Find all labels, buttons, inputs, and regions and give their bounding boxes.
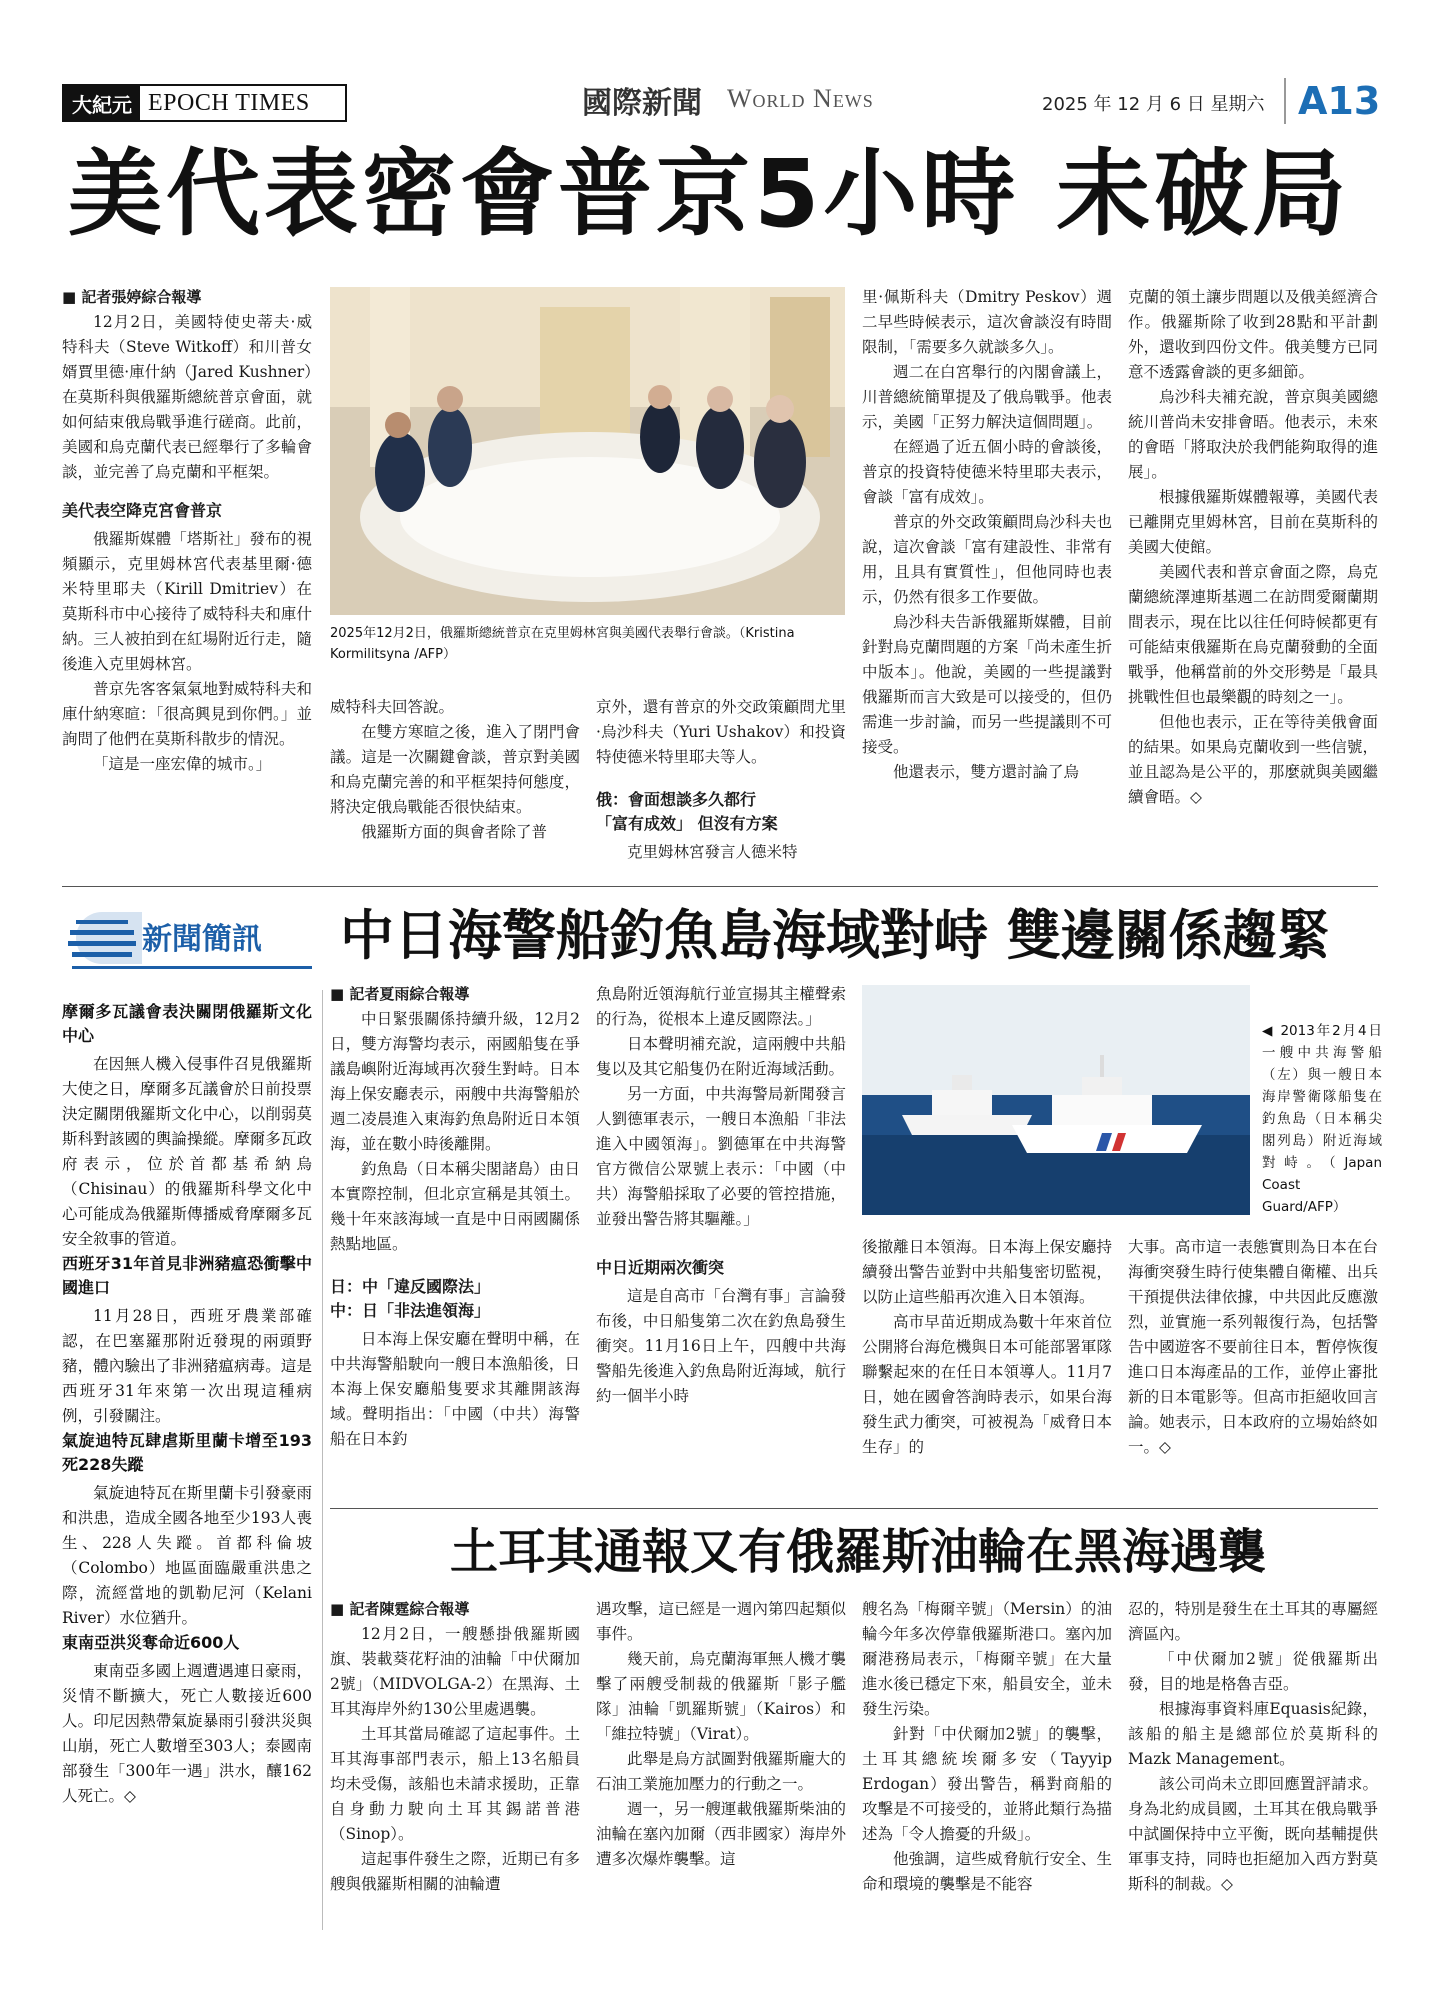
issue-date: 2025 年 12 月 6 日 星期六 — [1042, 94, 1265, 115]
paragraph: 針對「中伏爾加2號」的襲擊，土耳其總統埃爾多安（Tayyip Erdogan）發出警告，稱對商船的攻擊是不可接受的，並將此類行為描述為「令人擔憂的升級」。 — [862, 1725, 1112, 1843]
story3-column-2 — [596, 1597, 846, 1872]
brief-body: 11月28日，西班牙農業部確認，在巴塞羅那附近發現的兩頭野豬，體內驗出了非洲豬瘟病毒。這是西班牙31年來第一次出現這種病例，引發關注。 — [62, 1307, 312, 1425]
column-rule — [322, 990, 323, 1930]
story3-headline: 土耳其通報又有俄羅斯油輪在黑海遇襲 — [449, 1524, 1266, 1580]
paragraph: 根據海事資料庫Equasis紀錄，該船的船主是總部位於莫斯科的Mazk Management。 — [1128, 1700, 1378, 1768]
brief-item — [62, 1000, 312, 1252]
paragraph: 此舉是烏方試圖對俄羅斯龐大的石油工業施加壓力的行動之一。 — [596, 1750, 846, 1793]
paragraph: 日本海上保安廳在聲明中稱，在中共海警船駛向一艘日本漁船後，日本海上保安廳船隻要求其離開該海域。聲明指出：「中國（中共）海警船在日本釣 — [330, 1330, 580, 1448]
paragraph: 幾天前，烏克蘭海軍無人機才襲擊了兩艘受制裁的俄羅斯「影子艦隊」油輪「凱羅斯號」（Kairos）和「維拉特號」（Virat）。 — [596, 1650, 846, 1743]
story1-column-5 — [1128, 285, 1378, 810]
masthead — [62, 78, 1381, 128]
story2-column-1 — [330, 982, 580, 1452]
paragraph: 艘名為「梅爾辛號」（Mersin）的油輪今年多次停靠俄羅斯港口。塞內加爾港務局表示，「梅爾辛號」在大量進水後已穩定下來，船員安全，並未發生污染。 — [862, 1600, 1112, 1718]
story3-column-4 — [1128, 1597, 1378, 1897]
paragraph: 烏沙科夫告訴俄羅斯媒體，目前針對烏克蘭問題的方案「尚未產生折中版本」。他說，美國的一些提議對俄羅斯而言大致是可以接受的，但仍需進一步討論，而另一些提議則不可接受。 — [862, 613, 1112, 756]
paragraph: 後撤離日本領海。日本海上保安廳持續發出警告並對中共船隻密切監視，以防止這些船再次進入日本領海。 — [862, 1238, 1112, 1306]
news-brief-rule — [72, 966, 312, 969]
subheading: 俄：會面想談多久都行 — [596, 790, 757, 809]
story2-column-4 — [1128, 1235, 1378, 1460]
photo-kremlin-meeting-illustration — [330, 287, 845, 615]
paragraph: 普京先客客氣氣地對威特科夫和庫什納寒暄：「很高興見到你們。」並詢問了他們在莫斯科散步的情況。 — [62, 680, 312, 748]
section-divider — [330, 1508, 1378, 1509]
brief-body: 在因無人機入侵事件召見俄羅斯大使之日，摩爾多瓦議會於日前投票決定關閉俄羅斯文化中心，以削弱莫斯科對該國的輿論操縱。摩爾多瓦政府表示，位於首都基希納烏（Chisinau）的俄羅斯科學文化中心可能成為俄羅斯傳播威脅摩爾多瓦安全敘事的管道。 — [62, 1055, 312, 1248]
epoch-times-logo — [62, 84, 347, 122]
photo-caption: ◀ 2013年2月4日一艘中共海警船（左）與一艘日本海岸警衛隊船隻在釣魚島（日本稱尖閣列島）附近海域對峙。（Japan Coast Guard/AFP） — [1262, 1023, 1382, 1215]
story1-column-2 — [330, 695, 580, 845]
paragraph: 威特科夫回答說。 — [330, 698, 455, 716]
section-name-en: World News — [727, 84, 874, 113]
paragraph: 美國代表和普京會面之際，烏克蘭總統澤連斯基週二在訪問愛爾蘭期間表示，現在比以往任何時候都更有可能結束俄羅斯在烏克蘭發動的全面戰爭，他稱當前的外交形勢是「最具挑戰性但也最樂觀的時刻之一」。 — [1128, 563, 1378, 706]
paragraph: 克蘭的領土讓步問題以及俄美經濟合作。俄羅斯除了收到28點和平計劃外，還收到四份文件。俄美雙方已同意不透露會談的更多細節。 — [1128, 288, 1378, 381]
brief-item — [62, 1429, 312, 1631]
story2-column-3 — [862, 1235, 1112, 1460]
brief-headline: 摩爾多瓦議會表決關閉俄羅斯文化中心 — [62, 1002, 312, 1045]
brief-headline: 氣旋迪特瓦肆虐斯里蘭卡增至193死228失蹤 — [62, 1431, 312, 1474]
paragraph: 週二在白宮舉行的內閣會議上，川普總統簡單提及了俄烏戰爭。他表示，美國「正努力解決這個問題」。 — [862, 363, 1112, 431]
story1-column-3 — [596, 695, 846, 865]
brief-body: 東南亞多國上週遭遇連日豪雨，災情不斷擴大，死亡人數接近600人。印尼因熱帶氣旋暴雨引發洪災與山崩，死亡人數增至303人；泰國南部發生「300年一遇」洪水，釀162人死亡。◇ — [62, 1662, 312, 1805]
page-number: A13 — [1284, 78, 1380, 124]
paragraph: 京外，還有普京的外交政策顧問尤里·烏沙科夫（Yuri Ushakov）和投資特使德米特里耶夫等人。 — [596, 698, 846, 766]
section-divider — [62, 886, 1378, 887]
paragraph: 大事。高市這一表態實則為日本在台海衝突發生時行使集體自衛權、出兵干預提供法律依據，中共因此反應激烈，並實施一系列報復行為，包括警告中國遊客不要前往日本，暫停恢復進口日本海產品的工作，並停止審批新的日本電影等。但高市拒絕收回言論。她表示，日本政府的立場始終如一。◇ — [1128, 1238, 1378, 1456]
paragraph: 里·佩斯科夫（Dmitry Peskov）週二早些時候表示，這次會談沒有時間限制，「需要多久就談多久」。 — [862, 288, 1112, 356]
subheading: 中：日「非法進領海」 — [330, 1301, 491, 1320]
paragraph: 土耳其當局確認了這起事件。土耳其海事部門表示，船上13名船員均未受傷，該船也未請求援助，正靠自身動力駛向土耳其錫諾普港（Sinop）。 — [330, 1725, 580, 1843]
paragraph: 普京的外交政策顧問烏沙科夫也說，這次會談「富有建設性、非常有用，且具有實質性」，但他同時也表示，仍然有很多工作要做。 — [862, 513, 1112, 606]
paragraph: 但他也表示，正在等待美俄會面的結果。如果烏克蘭收到一些信號，並且認為是公平的，那麼就與美國繼續會晤。◇ — [1128, 713, 1378, 806]
logo-en: EPOCH TIMES — [148, 89, 310, 116]
subheading: 美代表空降克宮會普京 — [62, 501, 223, 520]
paragraph: 烏沙科夫補充說，普京與美國總統川普尚未安排會晤。他表示，未來的會晤「將取決於我們能夠取得的進展」。 — [1128, 388, 1378, 481]
photo-caption: 2025年12月2日，俄羅斯總統普京在克里姆林宮與美國代表舉行會談。（Kristina Kormilitsyna /AFP） — [330, 626, 795, 662]
section-name: 國際新聞 — [582, 86, 702, 121]
paragraph: 12月2日，美國特使史蒂夫·威特科夫（Steve Witkoff）和川普女婿賈里德·庫什納（Jared Kushner）在莫斯科與俄羅斯總統普京會面，就如何結束俄烏戰爭進行磋商。此前，美國和烏克蘭代表已經舉行了多輪會談，並完善了烏克蘭和平框架。 — [62, 313, 312, 481]
news-brief-icon — [62, 908, 142, 966]
paragraph: 根據俄羅斯媒體報導，美國代表已離開克里姆林宮，目前在莫斯科的美國大使館。 — [1128, 488, 1378, 556]
paragraph: 他還表示，雙方還討論了烏 — [893, 763, 1080, 781]
paragraph: 俄羅斯方面的與會者除了普 — [361, 823, 548, 841]
photo-kremlin-meeting — [330, 287, 845, 615]
paragraph: 他強調，這些威脅航行安全、生命和環境的襲擊是不能容 — [862, 1850, 1112, 1893]
paragraph: 「中伏爾加2號」從俄羅斯出發，目的地是格魯吉亞。 — [1128, 1650, 1378, 1693]
news-brief-title: 新聞簡訊 — [142, 922, 262, 957]
main-headline: 美代表密會普京5小時 未破局 — [68, 140, 1351, 249]
paragraph: 週一，另一艘運載俄羅斯柴油的油輪在塞內加爾（西非國家）海岸外遭多次爆炸襲擊。這 — [596, 1800, 846, 1868]
paragraph: 遇攻擊，這已經是一週內第四起類似事件。 — [596, 1600, 846, 1643]
brief-headline: 東南亞洪災奪命近600人 — [62, 1633, 240, 1652]
photo-coast-guard-standoff — [862, 985, 1250, 1215]
subheading: 「富有成效」 但沒有方案 — [596, 814, 778, 833]
story1-column-1 — [62, 285, 312, 777]
story1-column-4 — [862, 285, 1112, 785]
paragraph: 這起事件發生之際，近期已有多艘與俄羅斯相關的油輪遭 — [330, 1850, 580, 1893]
paragraph: 克里姆林宮發言人德米特 — [627, 843, 798, 861]
byline: ■ 記者陳霆綜合報導 — [330, 1597, 580, 1622]
story2-column-2 — [596, 982, 846, 1409]
brief-item — [62, 1631, 312, 1809]
paragraph: 另一方面，中共海警局新聞發言人劉德軍表示，一艘日本漁船「非法進入中國領海」。劉德軍在中共海警官方微信公眾號上表示：「中國（中共）海警船採取了必要的管控措施，並發出警告將其驅離。」 — [596, 1085, 846, 1228]
paragraph: 俄羅斯媒體「塔斯社」發布的視頻顯示，克里姆林宮代表基里爾·德米特里耶夫（Kirill Dmitriev）在莫斯科市中心接待了威特科夫和庫什納。三人被拍到在紅場附近行走，隨後進入克里姆林宮。 — [62, 530, 312, 673]
paragraph: 在雙方寒暄之後，進入了閉門會議。這是一次關鍵會談，普京對美國和烏克蘭完善的和平框架持何態度，將決定俄烏戰能否很快結束。 — [330, 723, 580, 816]
story2-headline: 中日海警船釣魚島海域對峙 雙邊關係趨緊 — [340, 904, 1331, 967]
paragraph: 高市早苗近期成為數十年來首位公開將台海危機與日本可能部署軍隊聯繫起來的在任日本領導人。11月7日，她在國會答詢時表示，如果台海發生武力衝突，可被視為「威脅日本生存」的 — [862, 1313, 1112, 1456]
news-brief-header — [62, 908, 312, 966]
paragraph: 魚島附近領海航行並宣揚其主權聲索的行為，從根本上違反國際法。」 — [596, 985, 846, 1028]
brief-headline: 西班牙31年首見非洲豬瘟恐衝擊中國進口 — [62, 1254, 312, 1297]
photo-coast-guard-illustration — [862, 985, 1250, 1215]
story3-column-3 — [862, 1597, 1112, 1897]
paragraph: 這是自高市「台灣有事」言論發布後，中日船隻第二次在釣魚島發生衝突。11月16日上午，四艘中共海警船先後進入釣魚島附近海域，航行約一個半小時 — [596, 1287, 846, 1405]
paragraph: 忍的，特別是發生在土耳其的專屬經濟區內。 — [1128, 1600, 1378, 1643]
paragraph: 中日緊張關係持續升級，12月2日，雙方海警均表示，兩國船隻在爭議島嶼附近海域再次發生對峙。日本海上保安廳表示，兩艘中共海警船於週二凌晨進入東海釣魚島附近日本領海，並在數小時後離開。 — [330, 1010, 580, 1153]
logo-cn: 大紀元 — [64, 86, 140, 120]
byline: ■ 記者夏雨綜合報導 — [330, 982, 580, 1007]
paragraph: 該公司尚未立即回應置評請求。身為北約成員國，土耳其在俄烏戰爭中試圖保持中立平衡，既向基輔提供軍事支持，同時也拒絕加入西方對莫斯科的制裁。◇ — [1128, 1775, 1378, 1893]
paragraph: 日本聲明補充說，這兩艘中共船隻以及其它船隻仍在附近海域活動。 — [596, 1035, 846, 1078]
paragraph: 「這是一座宏偉的城市。」 — [93, 755, 272, 773]
brief-item — [62, 1252, 312, 1429]
subheading: 中日近期兩次衝突 — [596, 1258, 725, 1277]
news-brief-column — [62, 1000, 312, 1809]
story3-column-1 — [330, 1597, 580, 1897]
subheading: 日：中「違反國際法」 — [330, 1277, 491, 1296]
paragraph: 在經過了近五個小時的會談後，普京的投資特使德米特里耶夫表示，會談「富有成效」。 — [862, 438, 1112, 506]
brief-body: 氣旋迪特瓦在斯里蘭卡引發豪雨和洪患，造成全國各地至少193人喪生、228人失蹤。首都科倫坡（Colombo）地區面臨嚴重洪患之際，流經當地的凱勒尼河（Kelani River）水位猶升。 — [62, 1484, 312, 1627]
paragraph: 釣魚島（日本稱尖閣諸島）由日本實際控制，但北京宣稱是其領土。幾十年來該海域一直是中日兩國關係熱點地區。 — [330, 1160, 580, 1253]
byline: ■ 記者張婷綜合報導 — [62, 285, 312, 310]
paragraph: 12月2日，一艘懸掛俄羅斯國旗、裝載葵花籽油的油輪「中伏爾加2號」（MIDVOLGA-2）在黑海、土耳其海岸外約130公里處遇襲。 — [330, 1625, 580, 1718]
